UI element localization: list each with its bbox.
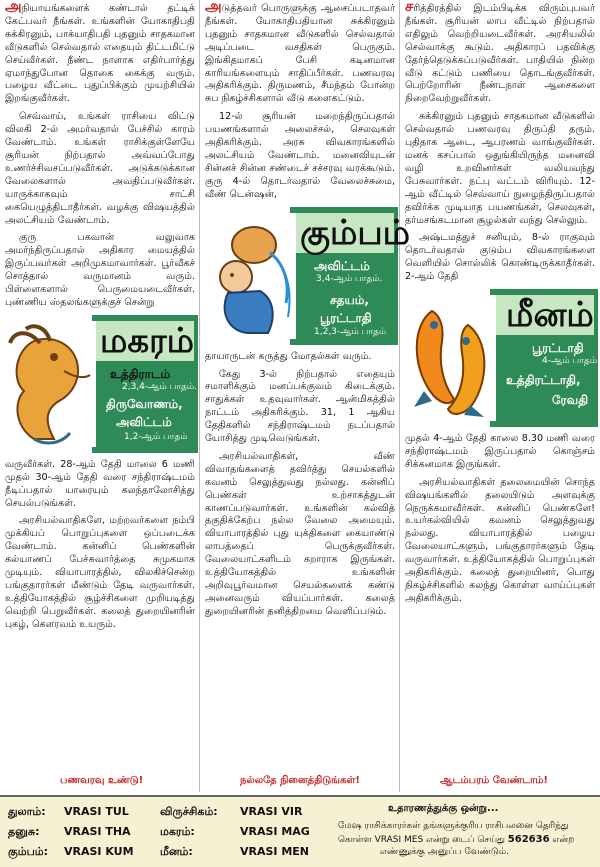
sign-pada: 4-ஆம் பாதம். xyxy=(542,356,600,367)
paragraph: செவ்வாய், உங்கள் ராசியை விட்டு விலகி 2-ல் அமர்வதால் பேச்சில் காரம் வேண்டாம். உங்கள் ராசிக்குள்ளேயே சூரியன் நிற்பதால் அவ்வப்போது உணர்ச்சிவசப்படுவீர்கள். அடுக்கடுக்கான வேலைகளால் அவதிப்படுவீர்கள். யாருக்காகவும் சாட்சி கையெழுத்திடாதீர்கள். வழக்கு விஷயத்தில் அலட்சியம் வேண்டாம். xyxy=(5,111,195,226)
sign-pada: 1,2-ஆம் பாதம் xyxy=(124,431,188,442)
paragraph: சரித்திரத்தில் இடம்பிடிக்க விரும்புபவர் நீங்கள். சூரியன் லாப வீட்டில் நிற்பதால் எதிலும் வெற்றியடைவீர்கள். அரசியலில் செல்வாக்கு கூடும். அதிகாரப் பதவிக்கு தேர்ந்தெடுக்கப்படுவீர்கள். பாதியில் நின்ற வீடு கட்டும் பணியை தொடங்குவீர்கள். பெற்றோரின் நீண்டநாள் ஆசைகளை நிறைவேற்றுவீர்கள். xyxy=(405,0,595,106)
sign-box-kumbam xyxy=(202,207,411,345)
sms-code: VRASI MEN xyxy=(240,845,310,858)
sms-code: VRASI MAG xyxy=(240,825,310,838)
column-bottom-text xyxy=(402,433,598,606)
paragraph: அரசியல்வாதிகள் தலைமையின் சொந்த விஷயங்களில் தலையிடும் அளவுக்கு நெருக்கமாவீர்கள். கன்னிப் பெண்களே! உயர்கல்வியில் கவனம் செலுத்துவது நல்லது. வியாபாரத்தில் பழைய வேலையாட்களும், பங்குதாரர்களும் தேடி வருவார்கள். உத்தியோகத்தில் பொறுப்புகள் அதிகரிக்கும். கலைத் துறையினர், பொது நிகழ்ச்சிகளில் கலந்து கொள்ள வாய்ப்புகள் அதிகரிக்கும். xyxy=(405,476,595,604)
paragraph: வருவீர்கள். 28-ஆம் தேதி மாலை 6 மணி முதல் 30-ஆம் தேதி வரை சந்திராஷ்டமம் நீடிப்பதால் யாரையும் கலந்தாலோசித்து செயல்படுங்கள். xyxy=(5,458,195,509)
paragraph: அரசியல்வாதிகளே, மற்றவர்களை நம்பி முக்கியப் பொறுப்புகளை ஒப்படைக்க வேண்டாம். கன்னிப் பெண்களின் கல்யாணப் பேச்சுவார்த்தை சுமுகமாக முடியும். வியாபாரத்தில், விலகிச்சென்ற பங்குதாரர்கள் மீண்டும் தேடி வருவார்கள். உத்தியோகத்தில் சூழ்ச்சிகளை முறியடித்து வெற்றி பெறுவீர்கள். கலைத் துறையினரின் புகழ், கௌரவம் உயரும். xyxy=(5,515,195,630)
sign-star: ரேவதி xyxy=(552,393,589,408)
column-top-text xyxy=(402,0,598,284)
example-line: கொள்ள VRASI MES என்று டைப் செய்து 562636 என்ற xyxy=(338,834,575,845)
sign-name: கும்பம் xyxy=(300,212,411,253)
paragraph: தாயாருடன் கருத்து மோதல்கள் வரும். xyxy=(205,350,372,362)
sign-pada: 2,3,4-ஆம் பாதம். xyxy=(122,381,197,392)
sign-name: மீனம் xyxy=(506,295,594,336)
paragraph-text: அநியாயங்களைக் கண்டால் தட்டிக் கேட்பவர் நீங்கள். உங்களின் யோகாதிபதி சுக்கிரனும், பாக்யாதிபதி புதனும் சாதகமான வீடுகளில் செல்வதால் எதையும் திட்டமிட்டு செய்வீர்கள். நீண்ட நாளாக எதிர்பார்த்து ஏமாந்துபோன தொகை கைக்கு வரும். பழைய வீட்டை புதுப்பிக்கும் முயற்சியில் இறங்குவீர்கள். xyxy=(5,3,195,104)
sms-code-strip xyxy=(0,795,600,867)
sign-star: பூரட்டாதி xyxy=(532,341,584,356)
sms-code: VRASI VIR xyxy=(240,805,303,818)
sms-sign-label: விருச்சிகம்: xyxy=(160,805,218,818)
drop-letter: ச xyxy=(405,0,414,15)
sign-pada: 3,4-ஆம் பாதம். xyxy=(316,273,383,284)
sms-sign-label: துலாம்: xyxy=(8,805,46,818)
sign-box-meenam xyxy=(402,289,598,427)
paragraph: அடுத்தவர் பொருளுக்கு ஆசைப்படாதவர் நீங்கள். யோகாதிபதியான சுக்கிரனும் புதனும் சாதகமான வீடுகளில் செல்வதால் அடிப்படை வசதிகள் பெருகும். இங்கிதமாகப் பேசி கடினமான காரியங்களையும் சாதிப்பீர்கள். பணவரவு அதிகரிக்கும். திருமணம், சீமந்தம் போன்ற சுப நிகழ்ச்சிகளால் வீடு களைகட்டும். xyxy=(205,0,395,106)
paragraph: குரு பகவான் வலுவாக அமர்ந்திருப்பதால் அதிகார மையத்தில் இருப்பவர்கள் அறிமுகமாவார்கள். பூர்வீகச் சொத்தால் வருமானம் வரும். பிள்ளைகளால் பெருமையடைவீர்கள். புண்ணிய ஸ்தலங்களுக்குச் சென்று xyxy=(5,232,195,308)
column-makaram xyxy=(2,0,198,637)
sms-code: VRASI TUL xyxy=(64,805,129,818)
fish-zodiac-icon xyxy=(404,295,496,421)
column-separator xyxy=(399,0,400,792)
sms-code: VRASI THA xyxy=(64,825,131,838)
sign-star: உத்திராடம் xyxy=(110,366,171,381)
column-kumbam xyxy=(202,0,411,624)
sms-sign-label: தனுசு: xyxy=(8,825,40,838)
goat-zodiac-icon xyxy=(4,321,96,447)
paragraph: அரசியல்வாதிகள், வீண் விவாதங்களைத் தவிர்த்து செயல்களில் கவனம் செலுத்துவது நல்லது. கன்னிப் பெண்கள் உற்சாகத்துடன் காணப்படுவார்கள். உங்களின் கல்வித் தகுதிக்கேற்ப நல்ல வேலை அமையும். வியாபாரத்தில் புது யுக்திகளை கையாண்டு லாபத்தைப் பெருக்குவீர்கள். வேலையாட்களிடம் கறாராக இருங்கள். உத்தியோகத்தில் உங்களின் அறிவுபூர்வமான செயல்களைக் கண்டு அனைவரும் வியப்பார்கள். கலைத் துறையினரின் தனித்திறமை வெளிப்படும். xyxy=(205,450,395,617)
sign-box-makaram xyxy=(2,315,198,453)
sms-sign-label: கும்பம்: xyxy=(8,845,48,858)
sign-star: பூரட்டாதி xyxy=(320,310,372,325)
column-footnote: ஆடம்பரம் வேண்டாம்! xyxy=(440,775,548,786)
example-heading: உதாரணத்துக்கு ஒன்று... xyxy=(388,803,499,814)
sms-code: VRASI KUM xyxy=(64,845,134,858)
sms-sign-label: மீனம்: xyxy=(160,845,193,858)
column-meenam xyxy=(402,0,598,611)
sign-star: உத்திரட்டாதி, xyxy=(506,373,581,388)
column-top-text xyxy=(2,0,198,310)
paragraph: 12-ல் சூரியன் மறைந்திருப்பதால் பயணங்களால் அலைச்சல், செலவுகள் அதிகரிக்கும். அரசு விவகாரங்களில் அலட்சியம் வேண்டாம். மனைவியுடன் சின்னச் சின்ன சண்டைச் சச்சரவு வரக்கூடும். குரு 4-ல் தொடர்வதால் வேலைச்சுமை, வீண் டென்ஷன், xyxy=(205,111,395,200)
column-bottom-text xyxy=(2,459,198,632)
drop-letter: அ xyxy=(205,0,222,15)
paragraph: கேது 3-ல் நிற்பதால் எதையும் சமாளிக்கும் மனப்பக்குவம் கிடைக்கும். சாதுக்கள் உதவுவார்கள். ஆன்மிகத்தில் நாட்டம் அதிகரிக்கும். 31, 1 ஆகிய தேதிகளில் சந்திராஷ்டமம் நடப்பதால் யோசித்து முடிவெடுங்கள். xyxy=(205,368,395,445)
water-bearer-zodiac-icon xyxy=(204,213,296,339)
column-footnote: பணவரவு உண்டு! xyxy=(60,775,144,786)
drop-letter: அ xyxy=(5,0,22,15)
sign-star: அவிட்டம் xyxy=(314,258,370,273)
sign-star: அவிட்டம் xyxy=(116,414,172,429)
sign-name: மகரம் xyxy=(100,320,195,361)
paragraph: முதல் 4-ஆம் தேதி காலை 8.30 மணி வரை சந்திராஷ்டமம் இருப்பதால் கொஞ்சம் சிக்கனமாக இருங்கள். xyxy=(405,433,595,470)
column-top-text xyxy=(202,0,398,202)
column-bottom-text xyxy=(202,351,398,619)
sign-star: திருவோணம், xyxy=(106,396,183,411)
paragraph: அஷ்டமத்துச் சனியும், 8-ல் ராகுவும் தொடர்வதால் குடும்ப விவகாரங்களை வெளியில் சொல்லிக் கொண்டிருக்காதீர்கள். 2-ஆம் தேதி xyxy=(405,232,595,283)
column-footnote: நல்லதே நினைத்திடுங்கள்! xyxy=(240,775,360,786)
example-line: மேஷ ராசிக்காரர்கள் தங்களுக்குரிய ராசிபலனை தெரிந்து xyxy=(338,821,569,831)
sign-star: சதயம், xyxy=(330,292,369,307)
sign-pada: 1,2,3-ஆம் பாதம் xyxy=(314,326,387,337)
sms-number: 562636 xyxy=(507,834,550,845)
sms-sign-label: மகரம்: xyxy=(160,825,195,838)
column-separator xyxy=(199,0,200,792)
paragraph xyxy=(5,0,195,106)
paragraph: சுக்கிரனும் புதனும் சாதகமான வீடுகளில் செல்வதால் பணவரவு திருப்தி தரும். புதிதாக ஆடை, ஆபரணம் வாங்குவீர்கள். மனக் கசப்பால் ஒதுங்கியிருந்த மனைவி வழி உறவினர்கள் வலியவந்து பேசுவார்கள். நட்பு வட்டம் விரியும். 12-ஆம் வீட்டில் செவ்வாய் நுழைந்திருப்பதால் தவிர்க்க முடியாத பயணங்கள், செலவுகள், தர்மசங்கடமான சூழல்கள் வந்து செல்லும். xyxy=(405,111,595,226)
example-line: எண்ணுக்கு அனுப்ப வேண்டும். xyxy=(380,847,509,857)
